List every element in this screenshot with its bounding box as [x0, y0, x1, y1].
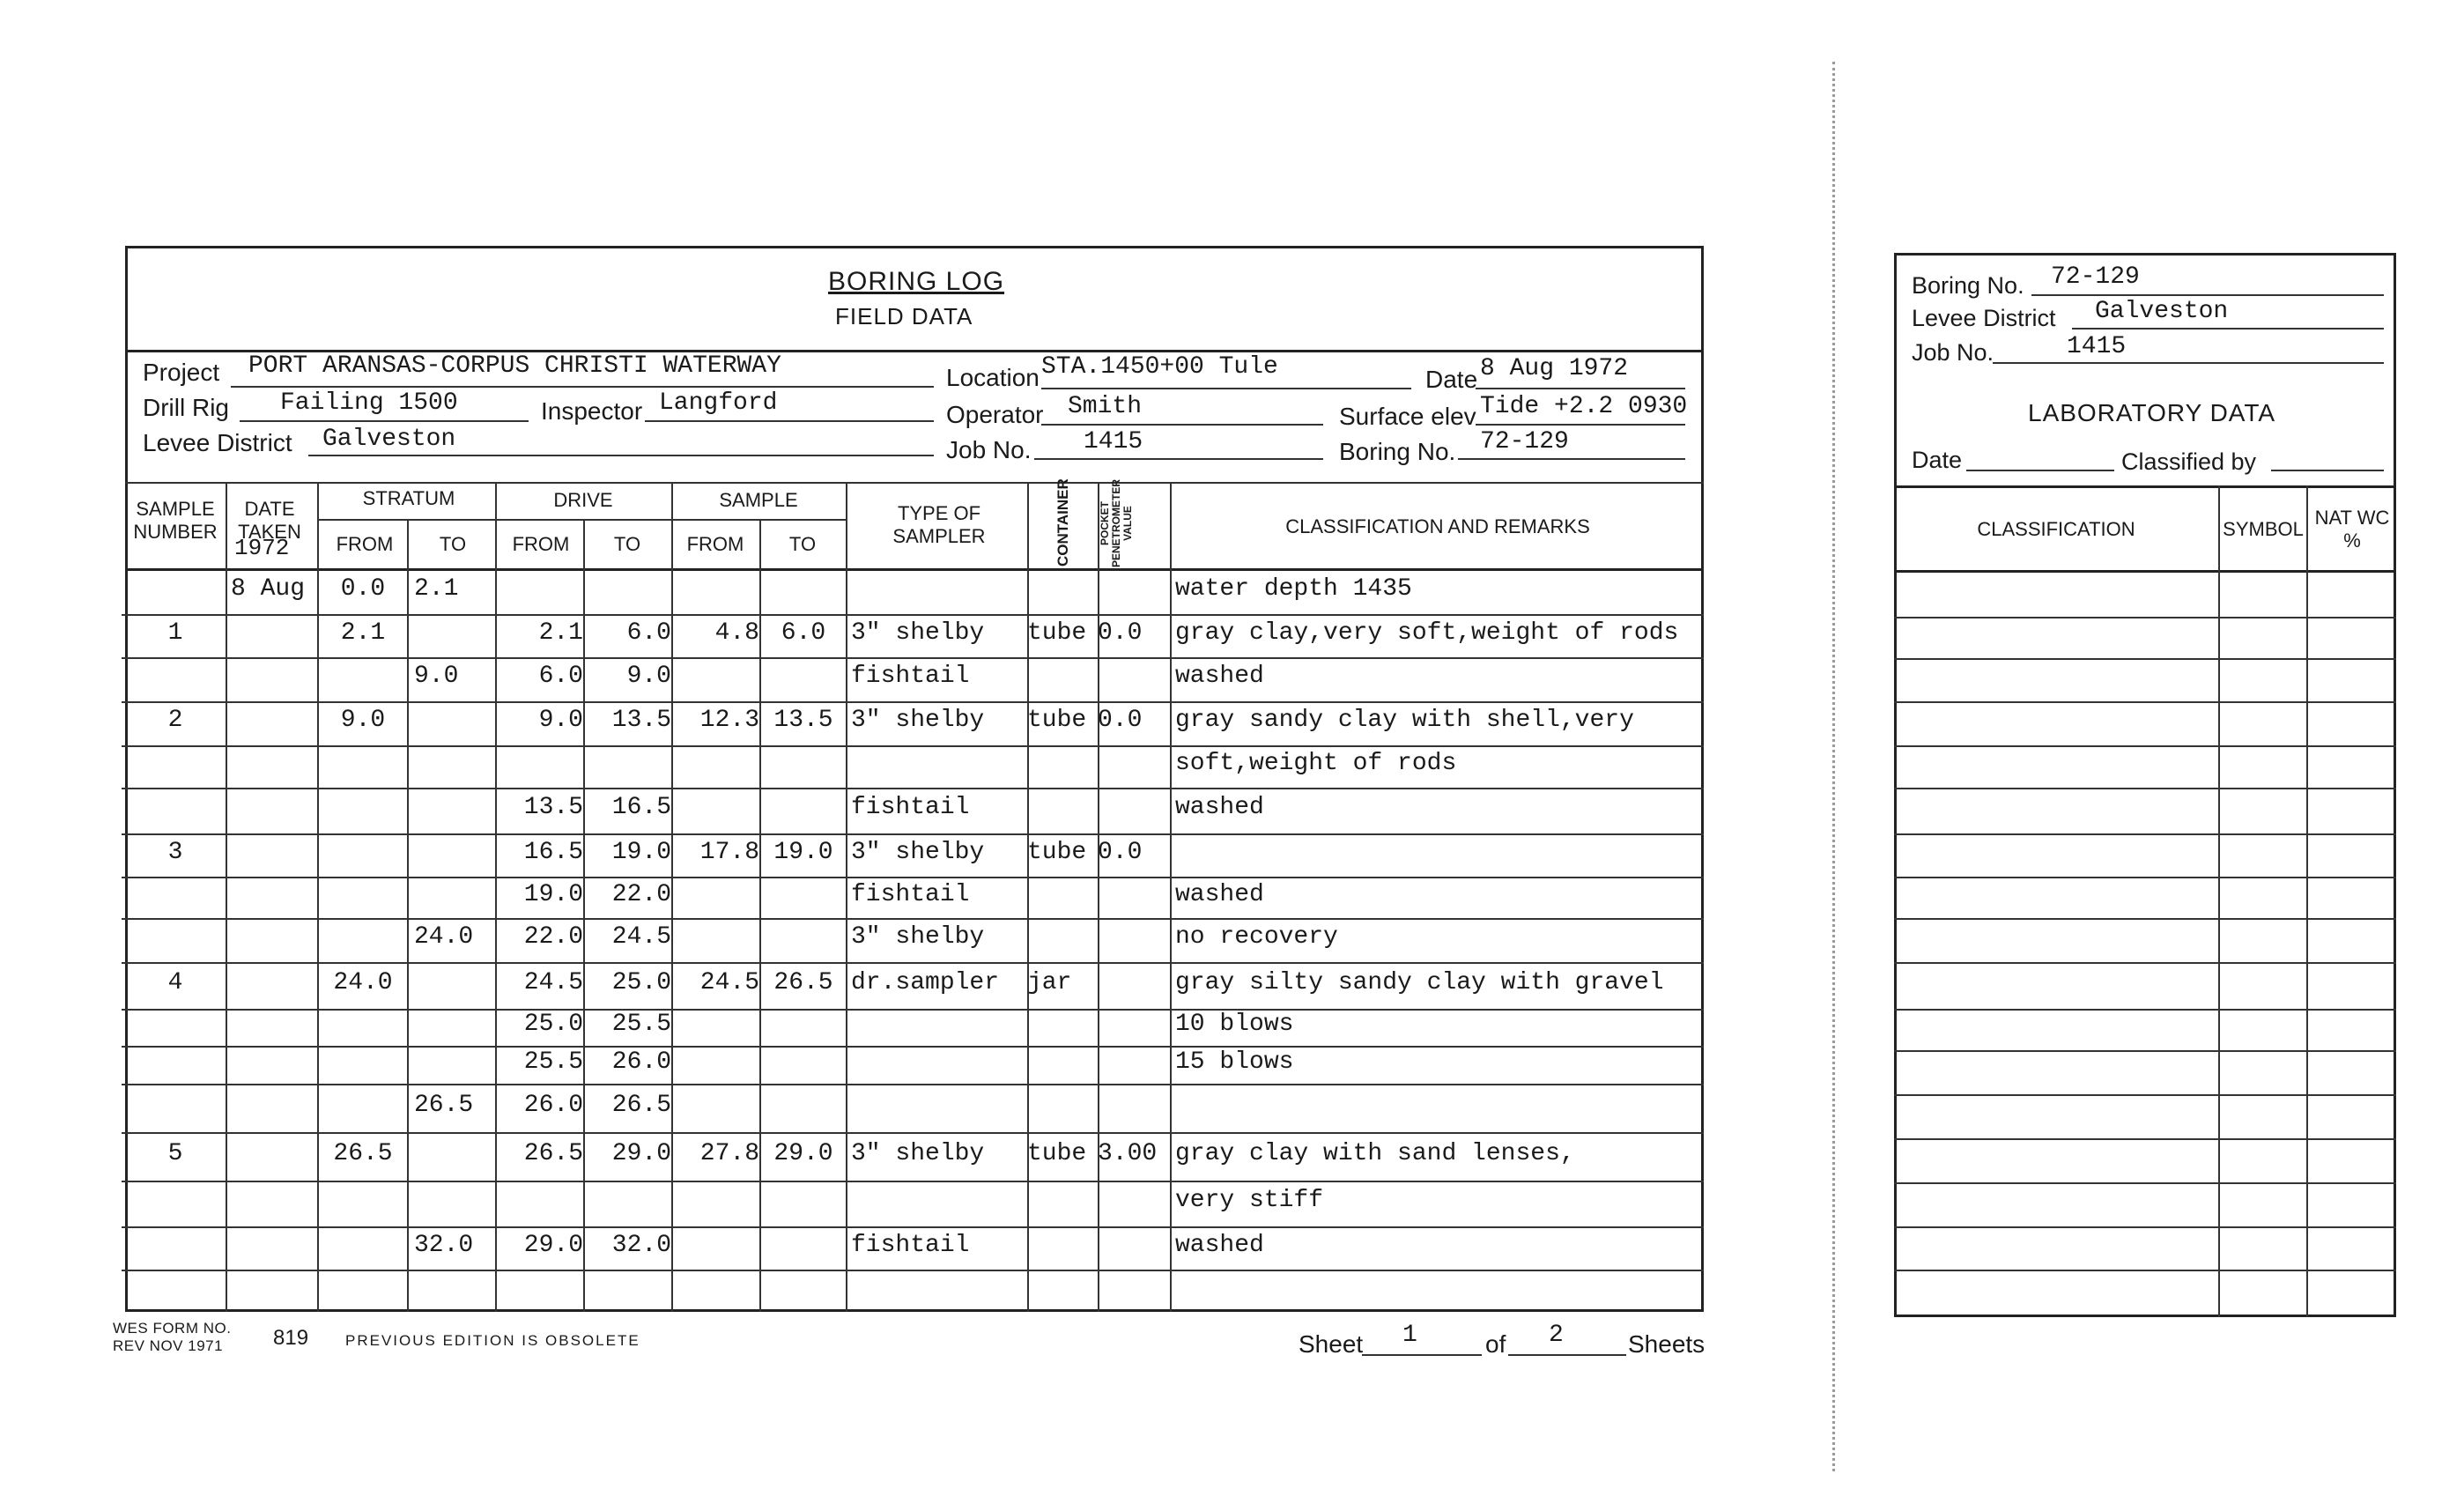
cell-pto: 6.0 [781, 618, 826, 647]
lab-col-classification: CLASSIFICATION [1977, 518, 2135, 540]
job-no-label: Job No. [946, 436, 1032, 463]
drill-rig-underline [240, 420, 529, 422]
cell-sfrom: 24.0 [333, 968, 393, 996]
lab-col-natwc-line2: % [2343, 530, 2361, 552]
cell-dto: 22.0 [611, 880, 671, 908]
perforation-line [1832, 62, 1835, 1471]
row-separator [122, 1132, 1704, 1134]
lab-col-natwc-line1: NAT WC [2314, 507, 2390, 529]
lab-row-separator [1894, 617, 2396, 618]
lab-date-label: Date [1912, 447, 1963, 473]
date-label: Date [1425, 366, 1478, 393]
cell-cont: tube [1027, 618, 1087, 647]
cell-rem: washed [1175, 1231, 1264, 1259]
cell-dfrom: 26.5 [523, 1139, 583, 1167]
cell-rem: very stiff [1175, 1187, 1324, 1214]
form-subtitle: FIELD DATA [835, 303, 973, 330]
cell-pto: 29.0 [773, 1139, 833, 1167]
surface-elev-value: Tide +2.2 0930 [1480, 393, 1688, 420]
header-sample-from: FROM [686, 533, 744, 555]
cell-rem: 10 blows [1175, 1011, 1294, 1038]
col-line-1 [226, 482, 227, 1312]
cell-dfrom: 26.0 [523, 1091, 583, 1119]
lab-boring-label: Boring No. [1912, 272, 2024, 299]
cell-date: 8 Aug [231, 575, 306, 603]
inspector-value: Langford [659, 389, 778, 417]
row-separator [122, 1084, 1704, 1085]
header-pocket-line1: POCKET [1099, 500, 1111, 545]
cell-cont: jar [1027, 968, 1072, 996]
cell-num: 3 [167, 838, 183, 866]
lab-row-separator [1894, 877, 2396, 878]
lab-row-separator [1894, 745, 2396, 747]
lab-boring-underline [2031, 294, 2384, 296]
cell-num: 5 [167, 1139, 183, 1167]
inspector-underline [645, 420, 934, 422]
col-line-3 [407, 519, 409, 1312]
lab-row-separator [1894, 962, 2396, 964]
header-sample-to: TO [788, 533, 817, 555]
cell-sfrom: 26.5 [333, 1139, 393, 1167]
header-sample-number-line1: SAMPLE [136, 498, 215, 520]
col-line-11 [1170, 482, 1172, 1312]
cell-dfrom: 6.0 [538, 663, 583, 690]
cell-pfrom: 24.5 [699, 968, 759, 996]
header-pocket-penetrometer [1099, 479, 1134, 567]
project-underline [231, 386, 934, 388]
cell-dto: 25.5 [611, 1011, 671, 1038]
cell-dfrom: 25.5 [523, 1048, 583, 1076]
cell-dfrom: 13.5 [523, 794, 583, 821]
cell-rem: washed [1175, 794, 1264, 821]
cell-type: fishtail [851, 880, 970, 908]
lab-row-separator [1894, 701, 2396, 703]
lab-levee-label: Levee District [1912, 305, 2056, 331]
lab-row-separator [1894, 788, 2396, 789]
cell-pen: 3.00 [1098, 1139, 1158, 1167]
cell-rem: gray clay,very soft,weight of rods [1175, 618, 1679, 647]
cell-dto: 25.0 [611, 968, 671, 996]
lab-row-separator [1894, 658, 2396, 660]
row-separator [122, 1181, 1704, 1182]
cell-rem: 15 blows [1175, 1048, 1294, 1076]
cell-cont: tube [1027, 707, 1087, 734]
row-separator [122, 1270, 1704, 1271]
cell-sto: 9.0 [414, 663, 459, 690]
cell-sfrom: 0.0 [340, 575, 386, 603]
sheet-value: 1 [1402, 1322, 1417, 1349]
cell-pto: 19.0 [773, 838, 833, 866]
group-header-divider [319, 519, 846, 521]
location-label: Location [946, 364, 1040, 391]
cell-dto: 26.5 [611, 1091, 671, 1119]
operator-value: Smith [1068, 393, 1143, 420]
cell-type: fishtail [851, 663, 970, 690]
cell-type: 3" shelby [851, 838, 985, 866]
header-pocket-line3: VALUE [1121, 506, 1134, 541]
col-line-2 [317, 482, 319, 1312]
header-sample-number [125, 498, 226, 544]
cell-cont: tube [1027, 1139, 1087, 1167]
cell-type: fishtail [851, 794, 970, 821]
cell-rem: washed [1175, 880, 1264, 908]
sheets-label: Sheets [1628, 1330, 1706, 1358]
cell-dfrom: 19.0 [523, 880, 583, 908]
header-sample-number-line2: NUMBER [133, 521, 218, 543]
lab-date-underline [1966, 470, 2114, 471]
cell-pfrom: 4.8 [714, 618, 759, 647]
cell-dfrom: 22.0 [523, 923, 583, 951]
row-separator [122, 1226, 1704, 1228]
lab-row-separator [1894, 1270, 2396, 1271]
project-label: Project [143, 359, 220, 386]
levee-district-underline [308, 455, 934, 456]
lab-classified-underline [2271, 470, 2384, 471]
header-bottom-border [125, 568, 1704, 571]
cell-dto: 24.5 [611, 923, 671, 951]
lab-col-line-1 [2218, 485, 2220, 1317]
cell-dto: 16.5 [611, 794, 671, 821]
cell-dfrom: 16.5 [523, 838, 583, 866]
boring-no-underline [1458, 458, 1685, 460]
location-underline [1041, 388, 1411, 389]
header-type-of-sampler [846, 502, 1032, 548]
header-type-line2: SAMPLER [892, 525, 986, 547]
cell-rem: gray silty sandy clay with gravel [1175, 968, 1664, 996]
cell-sto: 26.5 [414, 1091, 474, 1119]
cell-num: 1 [167, 618, 183, 647]
lab-row-separator [1894, 1009, 2396, 1011]
cell-pto: 13.5 [773, 707, 833, 734]
lab-header-top [1894, 485, 2396, 488]
row-separator [122, 788, 1704, 789]
cell-dto: 19.0 [611, 838, 671, 866]
surface-elev-label: Surface elev [1339, 403, 1476, 430]
row-separator [122, 962, 1704, 964]
cell-type: dr.sampler [851, 968, 1000, 996]
lab-levee-underline [2072, 328, 2384, 330]
levee-district-label: Levee District [143, 429, 292, 456]
cell-type: 3" shelby [851, 923, 985, 951]
row-separator [122, 614, 1704, 616]
header-stratum: STRATUM [362, 487, 455, 509]
header-drive-to: TO [613, 533, 641, 555]
table-top-border [125, 482, 1704, 484]
row-separator [122, 918, 1704, 920]
boring-no-label: Boring No. [1339, 438, 1456, 465]
lab-row-separator [1894, 1182, 2396, 1184]
lab-row-separator [1894, 1050, 2396, 1052]
header-pocket-line2: PENETROMETER [1110, 478, 1122, 567]
cell-dfrom: 25.0 [523, 1011, 583, 1038]
header-date-taken-line2: TAKEN [238, 521, 301, 543]
cell-rem: soft,weight of rods [1175, 750, 1457, 777]
header-drive-from: FROM [512, 533, 570, 555]
boring-no-value: 72-129 [1480, 428, 1569, 455]
cell-dto: 26.0 [611, 1048, 671, 1076]
sheet-label: Sheet [1299, 1330, 1364, 1358]
job-no-underline [1034, 458, 1323, 460]
cell-cont: tube [1027, 838, 1087, 866]
header-stratum-from: FROM [336, 533, 394, 555]
job-no-value: 1415 [1084, 428, 1143, 455]
operator-underline [1041, 424, 1323, 426]
header-container: CONTAINER [1054, 478, 1071, 567]
cell-dfrom: 9.0 [538, 707, 583, 734]
wes-form-label [113, 1320, 231, 1355]
header-sample: SAMPLE [719, 489, 798, 511]
cell-sfrom: 2.1 [340, 618, 386, 647]
header-stratum-to: TO [439, 533, 467, 555]
wes-form-line2: REV NOV 1971 [113, 1337, 224, 1354]
col-line-9 [1027, 482, 1029, 1312]
cell-pen: 0.0 [1098, 707, 1143, 734]
lab-row-separator [1894, 918, 2396, 920]
previous-edition-note: PREVIOUS EDITION IS OBSOLETE [345, 1332, 640, 1349]
header-date-taken-line1: DATE [244, 498, 295, 520]
sheets-total-value: 2 [1549, 1322, 1564, 1349]
cell-num: 2 [167, 707, 183, 734]
cell-dfrom: 24.5 [523, 968, 583, 996]
cell-pto: 26.5 [773, 968, 833, 996]
cell-sto: 2.1 [414, 575, 459, 603]
cell-dto: 6.0 [626, 618, 671, 647]
date-underline [1476, 388, 1685, 389]
cell-pfrom: 27.8 [699, 1139, 759, 1167]
cell-type: 3" shelby [851, 1139, 985, 1167]
cell-sto: 32.0 [414, 1231, 474, 1259]
header-drive: DRIVE [553, 489, 613, 511]
levee-district-value: Galveston [322, 426, 456, 453]
lab-row-separator [1894, 1138, 2396, 1140]
form-title: BORING LOG [828, 267, 1005, 296]
location-value: STA.1450+00 Tule [1041, 353, 1278, 381]
lab-row-separator [1894, 1226, 2396, 1228]
cell-sto: 24.0 [414, 923, 474, 951]
header-type-line1: TYPE OF [897, 502, 981, 524]
col-line-8 [846, 482, 847, 1312]
col-line-6 [671, 482, 673, 1312]
of-label: of [1485, 1330, 1506, 1358]
lab-header-bottom [1894, 570, 2396, 573]
lab-job-label: Job No. [1912, 339, 1994, 366]
cell-rem: washed [1175, 663, 1264, 690]
lab-col-line-2 [2306, 485, 2308, 1317]
lab-job-underline [1993, 362, 2384, 364]
lab-job-value: 1415 [2067, 333, 2127, 360]
cell-dfrom: 2.1 [538, 618, 583, 647]
drill-rig-value: Failing 1500 [280, 389, 458, 417]
row-separator [122, 833, 1704, 835]
cell-dto: 13.5 [611, 707, 671, 734]
cell-type: 3" shelby [851, 707, 985, 734]
sheets-total-underline [1508, 1354, 1626, 1356]
lab-row-separator [1894, 1094, 2396, 1096]
lab-col-natwc [2308, 507, 2396, 552]
row-separator [122, 657, 1704, 659]
cell-rem: no recovery [1175, 923, 1338, 951]
operator-label: Operator [946, 401, 1044, 428]
cell-num: 4 [167, 968, 183, 996]
cell-rem: gray clay with sand lenses, [1175, 1139, 1575, 1167]
cell-dfrom: 29.0 [523, 1231, 583, 1259]
header-date-year: 1972 [234, 535, 290, 561]
lab-boring-value: 72-129 [2051, 263, 2140, 291]
lab-classified-label: Classified by [2121, 448, 2257, 475]
row-separator [122, 877, 1704, 878]
lab-col-symbol: SYMBOL [2223, 518, 2304, 540]
cell-sfrom: 9.0 [340, 707, 386, 734]
cell-pen: 0.0 [1098, 618, 1143, 647]
row-separator [122, 701, 1704, 703]
wes-form-line1: WES FORM NO. [113, 1320, 232, 1337]
row-separator [122, 745, 1704, 747]
cell-type: 3" shelby [851, 618, 985, 647]
surface-elev-underline [1476, 424, 1685, 426]
cell-type: fishtail [851, 1231, 970, 1259]
cell-pfrom: 17.8 [699, 838, 759, 866]
cell-rem: gray sandy clay with shell,very [1175, 707, 1634, 734]
cell-pfrom: 12.3 [699, 707, 759, 734]
lab-levee-value: Galveston [2095, 298, 2229, 325]
inspector-label: Inspector [541, 397, 643, 425]
sheet-underline [1362, 1354, 1482, 1356]
header-classification-remarks: CLASSIFICATION AND REMARKS [1285, 515, 1590, 537]
cell-dto: 29.0 [611, 1139, 671, 1167]
form-number: 819 [273, 1326, 309, 1350]
date-value: 8 Aug 1972 [1480, 355, 1629, 382]
col-line-10 [1098, 482, 1099, 1312]
cell-dto: 9.0 [626, 663, 671, 690]
lab-row-separator [1894, 833, 2396, 835]
cell-dto: 32.0 [611, 1231, 671, 1259]
lab-title: LABORATORY DATA [2028, 399, 2276, 426]
cell-rem: water depth 1435 [1175, 575, 1412, 603]
drill-rig-label: Drill Rig [143, 394, 229, 421]
project-value: PORT ARANSAS-CORPUS CHRISTI WATERWAY [248, 352, 781, 380]
cell-pen: 0.0 [1098, 838, 1143, 866]
